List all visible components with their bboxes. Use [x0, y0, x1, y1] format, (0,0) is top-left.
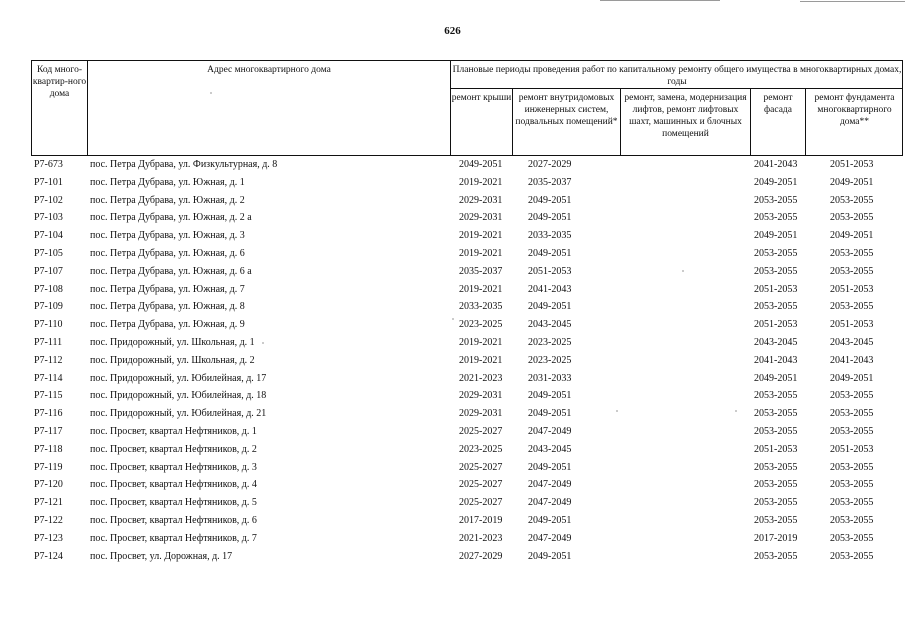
header-foundation: ремонт фундамента многоквартирного дома** [814, 93, 895, 127]
row-roof: 2023-2025 [459, 443, 503, 455]
row-foundation: 2053-2055 [830, 301, 874, 313]
row-roof: 2033-2035 [459, 301, 503, 313]
scan-artifact-line [800, 1, 905, 2]
row-roof: 2025-2027 [459, 426, 503, 437]
row-address: пос. Придорожный, ул. Школьная, д. 2 [90, 354, 255, 366]
scan-smudge [262, 342, 264, 344]
row-address: пос. Петра Дубрава, ул. Южная, д. 9 [90, 319, 245, 331]
row-address: пос. Петра Дубрава, ул. Южная, д. 7 [90, 283, 245, 295]
table-row [0, 494, 905, 512]
row-foundation: 2053-2055 [830, 426, 874, 437]
row-systems: 2043-2045 [528, 443, 572, 455]
table-row [0, 245, 905, 263]
row-code: Р7-107 [34, 265, 63, 277]
row-facade: 2053-2055 [754, 515, 798, 526]
row-roof: 2019-2021 [459, 337, 503, 348]
row-code: Р7-124 [34, 550, 63, 562]
row-foundation: 2053-2055 [830, 532, 874, 544]
scan-smudge [682, 270, 684, 272]
row-foundation: 2051-2053 [830, 319, 874, 331]
row-code: Р7-122 [34, 515, 63, 526]
table-row [0, 441, 905, 459]
row-systems: 2049-2051 [528, 461, 572, 473]
row-systems: 2035-2037 [528, 176, 572, 188]
row-address: пос. Придорожный, ул. Юбилейная, д. 18 [90, 390, 267, 402]
row-code: Р7-116 [34, 408, 63, 420]
row-address: пос. Петра Дубрава, ул. Южная, д. 6 [90, 248, 245, 259]
table-row [0, 298, 905, 316]
row-code: Р7-117 [34, 426, 63, 437]
row-address: пос. Петра Дубрава, ул. Южная, д. 2 [90, 194, 245, 206]
row-address: пос. Придорожный, ул. Школьная, д. 1 [90, 337, 255, 348]
row-address: пос. Просвет, квартал Нефтяников, д. 2 [90, 443, 257, 455]
header-lifts: ремонт, замена, модернизация лифтов, ремонт лифтовых шахт, машинных и блочных помещений [624, 93, 747, 139]
row-foundation: 2051-2053 [830, 443, 874, 455]
row-foundation: 2043-2045 [830, 337, 874, 348]
row-systems: 2049-2051 [528, 550, 572, 562]
row-facade: 2053-2055 [754, 408, 798, 420]
row-foundation: 2053-2055 [830, 461, 874, 473]
row-foundation: 2049-2051 [830, 230, 874, 242]
row-systems: 2049-2051 [528, 390, 572, 402]
row-address: пос. Просвет, квартал Нефтяников, д. 1 [90, 426, 257, 437]
row-address: пос. Просвет, квартал Нефтяников, д. 7 [90, 532, 257, 544]
row-roof: 2021-2023 [459, 372, 503, 384]
row-foundation: 2053-2055 [830, 550, 874, 562]
row-facade: 2053-2055 [754, 479, 798, 491]
row-roof: 2049-2051 [459, 159, 503, 170]
row-foundation: 2051-2053 [830, 283, 874, 295]
row-facade: 2053-2055 [754, 194, 798, 206]
row-facade: 2053-2055 [754, 461, 798, 473]
row-facade: 2053-2055 [754, 265, 798, 277]
table-row [0, 174, 905, 192]
row-roof: 2025-2027 [459, 497, 503, 509]
scan-artifact-line [600, 0, 720, 1]
row-facade: 2053-2055 [754, 248, 798, 259]
row-address: пос. Петра Дубрава, ул. Южная, д. 3 [90, 230, 245, 242]
row-facade: 2017-2019 [754, 532, 798, 544]
row-roof: 2025-2027 [459, 461, 503, 473]
row-foundation: 2053-2055 [830, 212, 874, 224]
row-roof: 2019-2021 [459, 230, 503, 242]
row-systems: 2049-2051 [528, 248, 572, 259]
row-roof: 2029-2031 [459, 408, 503, 420]
row-address: пос. Петра Дубрава, ул. Южная, д. 2 а [90, 212, 252, 224]
row-roof: 2021-2023 [459, 532, 503, 544]
row-address: пос. Просвет, ул. Дорожная, д. 17 [90, 550, 233, 562]
row-systems: 2027-2029 [528, 159, 572, 170]
row-foundation: 2049-2051 [830, 372, 874, 384]
row-roof: 2029-2031 [459, 212, 503, 224]
row-code: Р7-109 [34, 301, 63, 313]
row-roof: 2019-2021 [459, 354, 503, 366]
table-row [0, 156, 905, 174]
row-code: Р7-673 [34, 159, 63, 170]
row-roof: 2019-2021 [459, 283, 503, 295]
row-code: Р7-110 [34, 319, 63, 331]
row-facade: 2051-2053 [754, 319, 798, 331]
row-facade: 2053-2055 [754, 390, 798, 402]
row-systems: 2047-2049 [528, 497, 572, 509]
row-facade: 2053-2055 [754, 550, 798, 562]
table-row [0, 476, 905, 494]
header-divider [450, 88, 903, 89]
row-foundation: 2053-2055 [830, 390, 874, 402]
table-row [0, 548, 905, 566]
row-foundation: 2041-2043 [830, 354, 874, 366]
row-code: Р7-104 [34, 230, 63, 242]
row-facade: 2043-2045 [754, 337, 798, 348]
table-row [0, 512, 905, 530]
row-facade: 2051-2053 [754, 443, 798, 455]
row-code: Р7-111 [34, 337, 63, 348]
row-foundation: 2053-2055 [830, 194, 874, 206]
row-address: пос. Просвет, квартал Нефтяников, д. 4 [90, 479, 257, 491]
row-systems: 2043-2045 [528, 319, 572, 331]
row-address: пос. Просвет, квартал Нефтяников, д. 3 [90, 461, 257, 473]
table-row [0, 334, 905, 352]
table-row [0, 423, 905, 441]
row-facade: 2049-2051 [754, 176, 798, 188]
row-code: Р7-108 [34, 283, 63, 295]
row-systems: 2047-2049 [528, 426, 572, 437]
row-systems: 2049-2051 [528, 515, 572, 526]
row-systems: 2049-2051 [528, 194, 572, 206]
row-code: Р7-101 [34, 176, 63, 188]
row-foundation: 2053-2055 [830, 408, 874, 420]
row-address: пос. Придорожный, ул. Юбилейная, д. 21 [90, 408, 267, 420]
row-systems: 2049-2051 [528, 301, 572, 313]
row-code: Р7-103 [34, 212, 63, 224]
row-roof: 2023-2025 [459, 319, 503, 331]
row-facade: 2049-2051 [754, 230, 798, 242]
row-code: Р7-102 [34, 194, 63, 206]
row-roof: 2017-2019 [459, 515, 503, 526]
table-row [0, 387, 905, 405]
row-roof: 2019-2021 [459, 176, 503, 188]
header-periods: Плановые периоды проведения работ по капитальному ремонту общего имущества в многоквартирных домах, годы [452, 65, 902, 87]
row-systems: 2041-2043 [528, 283, 572, 295]
row-foundation: 2053-2055 [830, 515, 874, 526]
row-roof: 2027-2029 [459, 550, 503, 562]
scan-smudge [735, 410, 737, 412]
table-row [0, 263, 905, 281]
row-code: Р7-123 [34, 532, 63, 544]
row-facade: 2053-2055 [754, 301, 798, 313]
row-code: Р7-119 [34, 461, 63, 473]
row-foundation: 2053-2055 [830, 497, 874, 509]
row-address: пос. Петра Дубрава, ул. Южная, д. 6 а [90, 265, 252, 277]
row-foundation: 2053-2055 [830, 248, 874, 259]
table-row [0, 405, 905, 423]
row-roof: 2025-2027 [459, 479, 503, 491]
row-facade: 2041-2043 [754, 354, 798, 366]
row-address: пос. Просвет, квартал Нефтяников, д. 5 [90, 497, 257, 509]
row-foundation: 2051-2053 [830, 159, 874, 170]
scan-smudge [452, 318, 454, 320]
row-systems: 2033-2035 [528, 230, 572, 242]
row-address: пос. Петра Дубрава, ул. Южная, д. 8 [90, 301, 245, 313]
row-code: Р7-114 [34, 372, 63, 384]
row-address: пос. Петра Дубрава, ул. Физкультурная, д. 8 [90, 159, 278, 170]
table-row [0, 192, 905, 210]
table-row [0, 370, 905, 388]
row-address: пос. Просвет, квартал Нефтяников, д. 6 [90, 515, 257, 526]
row-foundation: 2053-2055 [830, 479, 874, 491]
row-facade: 2053-2055 [754, 426, 798, 437]
table-row [0, 227, 905, 245]
scan-smudge [616, 410, 618, 412]
row-facade: 2049-2051 [754, 372, 798, 384]
row-facade: 2041-2043 [754, 159, 798, 170]
row-code: Р7-115 [34, 390, 63, 402]
row-systems: 2047-2049 [528, 532, 572, 544]
row-code: Р7-105 [34, 248, 63, 259]
table-row [0, 209, 905, 227]
row-roof: 2029-2031 [459, 194, 503, 206]
row-address: пос. Придорожный, ул. Юбилейная, д. 17 [90, 372, 267, 384]
row-facade: 2053-2055 [754, 212, 798, 224]
row-address: пос. Петра Дубрава, ул. Южная, д. 1 [90, 176, 245, 188]
row-code: Р7-112 [34, 354, 63, 366]
row-systems: 2023-2025 [528, 337, 572, 348]
header-systems: ремонт внутридомовых инженерных систем, подвальных помещений* [515, 93, 618, 127]
row-roof: 2035-2037 [459, 265, 503, 277]
row-foundation: 2053-2055 [830, 265, 874, 277]
row-facade: 2053-2055 [754, 497, 798, 509]
row-systems: 2051-2053 [528, 265, 572, 277]
header-facade: ремонт фасада [763, 93, 793, 115]
page-number: 626 [444, 25, 461, 37]
scan-smudge [210, 92, 212, 94]
row-systems: 2023-2025 [528, 354, 572, 366]
table-header [31, 60, 903, 156]
row-systems: 2049-2051 [528, 212, 572, 224]
row-systems: 2031-2033 [528, 372, 572, 384]
header-roof: ремонт крыши [451, 93, 512, 103]
table-row [0, 459, 905, 477]
row-systems: 2047-2049 [528, 479, 572, 491]
row-roof: 2029-2031 [459, 390, 503, 402]
table-row [0, 352, 905, 370]
table-row [0, 530, 905, 548]
row-facade: 2051-2053 [754, 283, 798, 295]
header-address: Адрес многоквартирного дома [207, 65, 331, 75]
row-code: Р7-120 [34, 479, 63, 491]
row-code: Р7-121 [34, 497, 63, 509]
header-code: Код много-квартир-ного дома [32, 65, 87, 99]
table-row [0, 281, 905, 299]
row-foundation: 2049-2051 [830, 176, 874, 188]
row-code: Р7-118 [34, 443, 63, 455]
row-roof: 2019-2021 [459, 248, 503, 259]
row-systems: 2049-2051 [528, 408, 572, 420]
